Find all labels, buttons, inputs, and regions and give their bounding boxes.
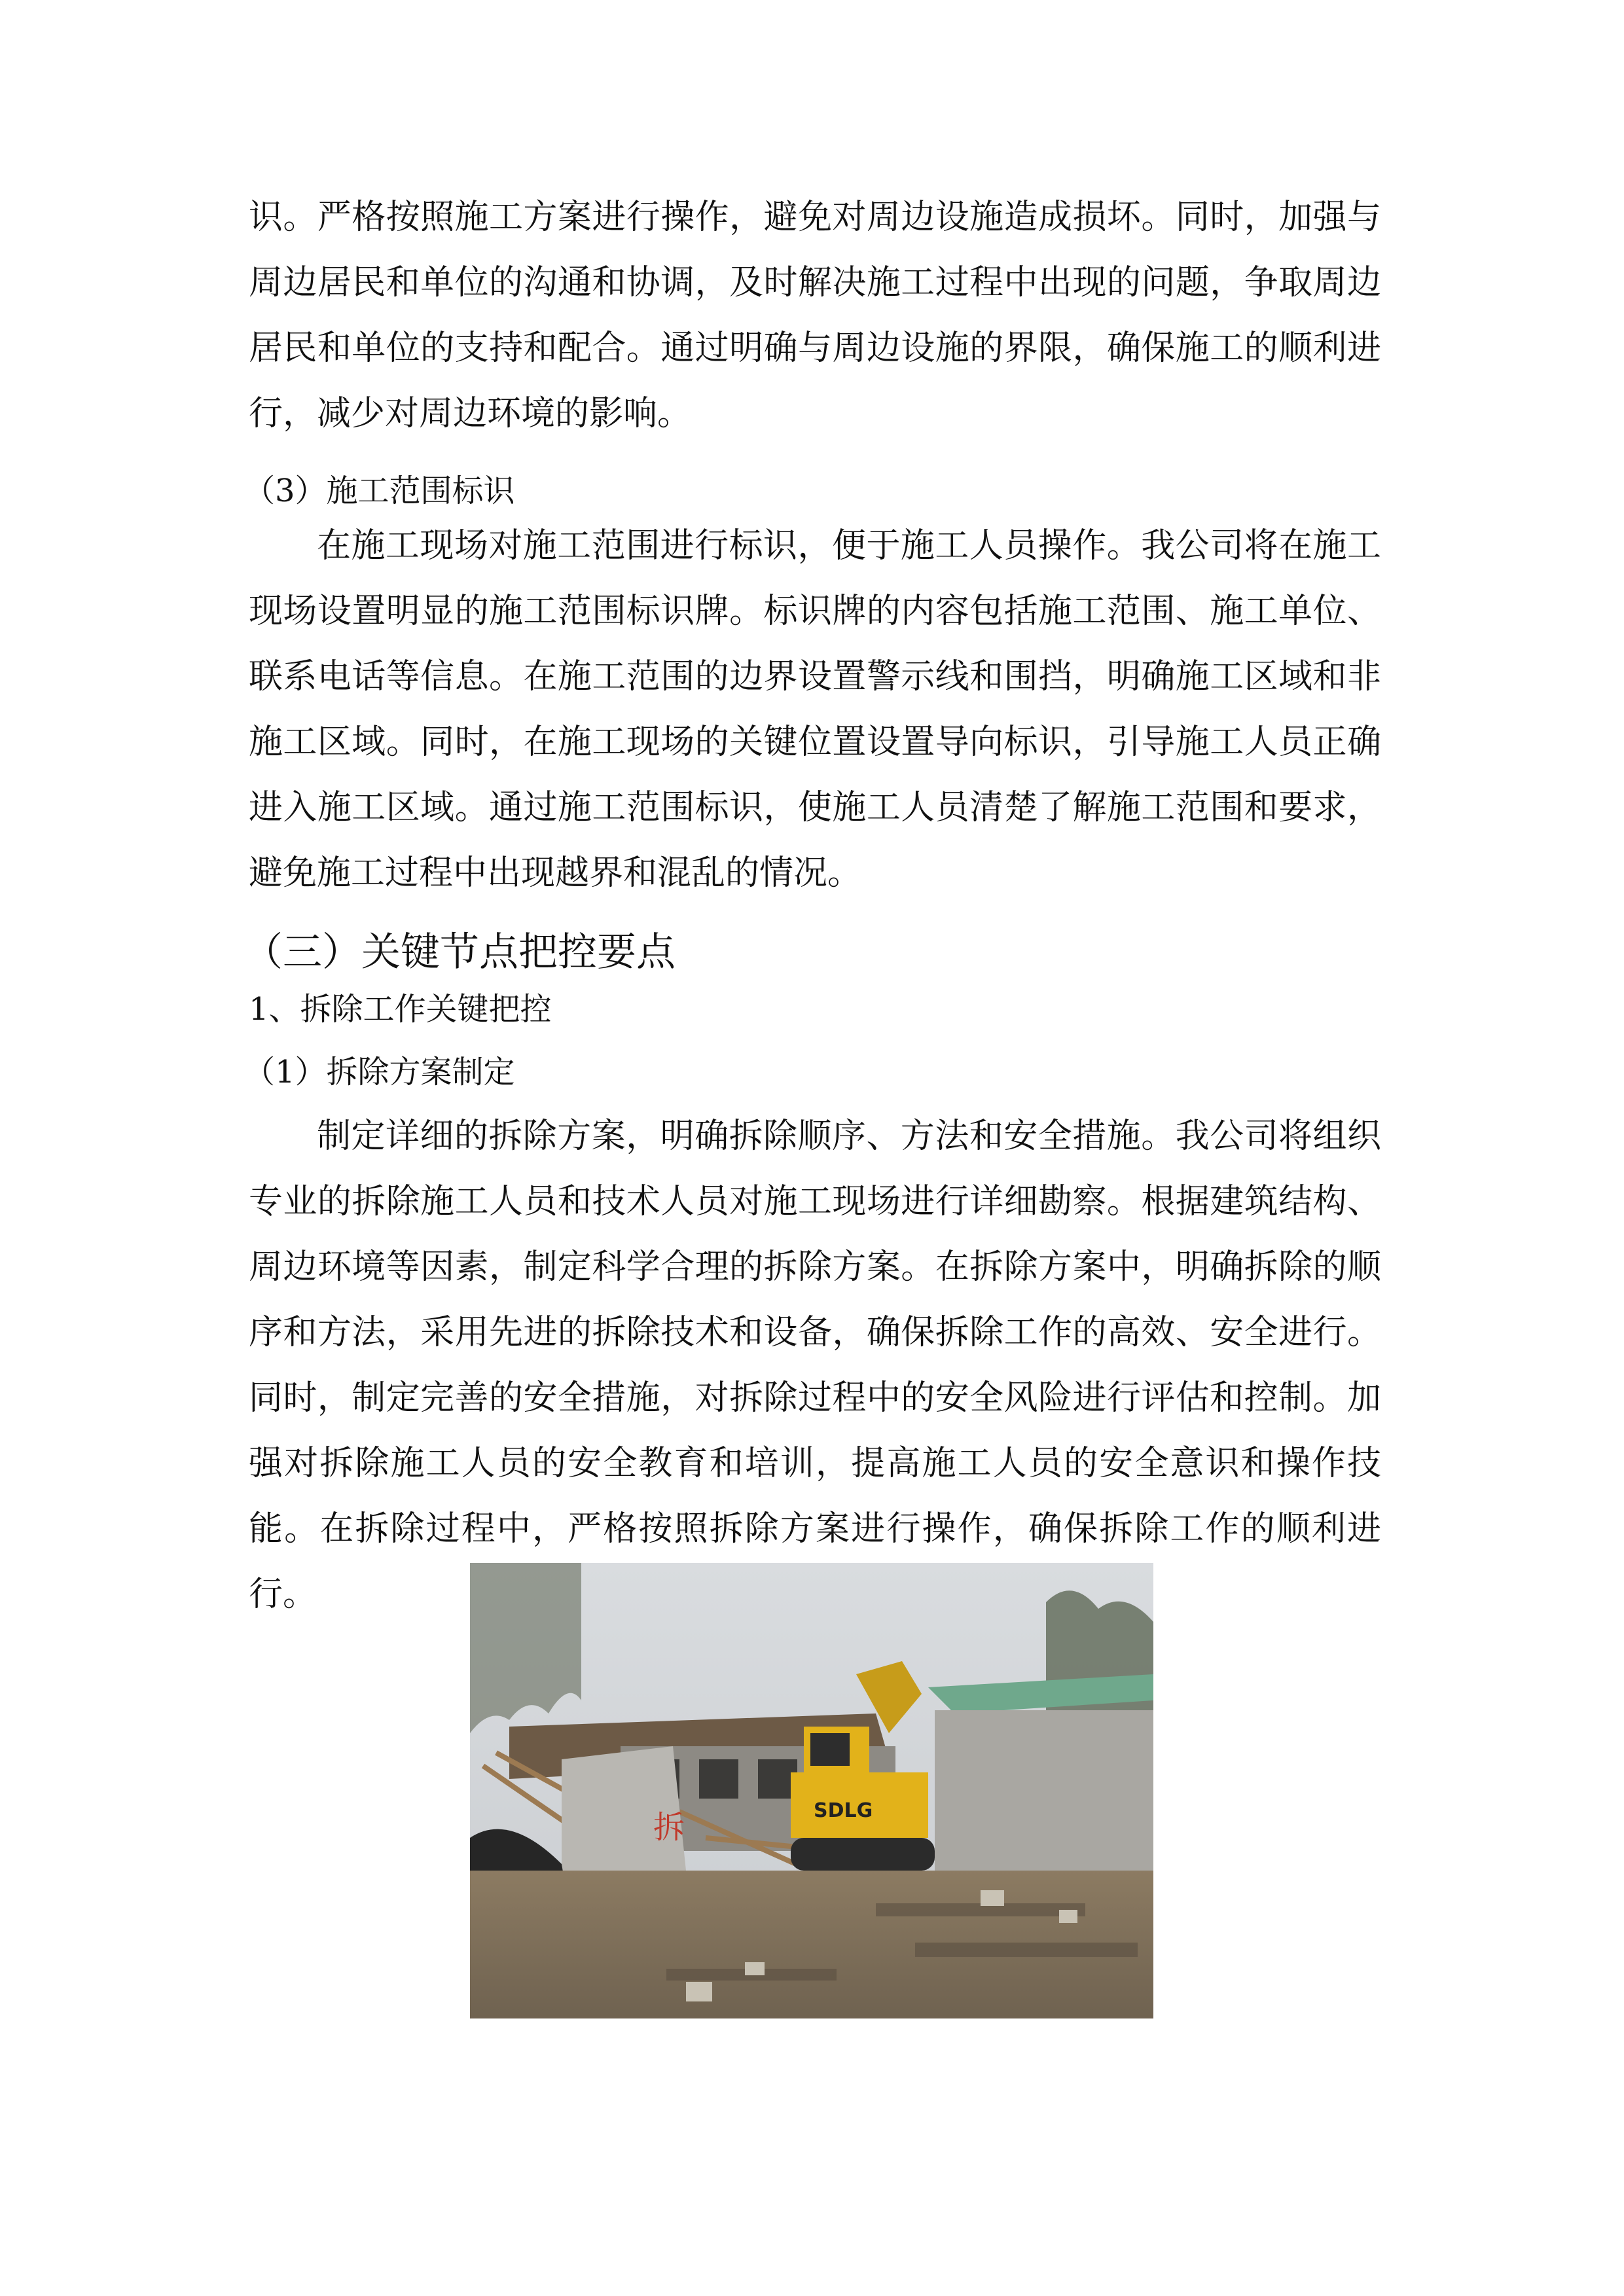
demolition-photo-illustration <box>470 1563 1153 2018</box>
item-1-1-body: 制定详细的拆除方案，明确拆除顺序、方法和安全措施。我公司将组织专业的拆除施工人员和技术人员对施工现场进行详细勘察。根据建筑结构、周边环境等因素，制定科学合理的拆除方案。在拆除方案中，明确拆除的顺序和方法，采用先进的拆除技术和设备，确保拆除工作的高效、安全进行。同时，制定完善的安全措施，对拆除过程中的安全风险进行评估和控制。加强对拆除施工人员的安全教育和培训，提高施工人员的安全意识和操作技能。在拆除过程中，严格按照拆除方案进行操作，确保拆除工作的顺利进行。 <box>249 1117 1381 1614</box>
paragraph-continued: 识。严格按照施工方案进行操作，避免对周边设施造成损坏。同时，加强与周边居民和单位的沟通和协调，及时解决施工过程中出现的问题，争取周边居民和单位的支持和配合。通过明确与周边设施的界限，确保施工的顺利进行，减少对周边环境的影响。 <box>249 198 1381 433</box>
window-2 <box>699 1759 738 1799</box>
wall-mark: 拆 <box>653 1809 685 1846</box>
section-3-body: 在施工现场对施工范围进行标识，便于施工人员操作。我公司将在施工现场设置明显的施工范围标识牌。标识牌的内容包括施工范围、施工单位、联系电话等信息。在施工范围的边界设置警示线和围挡，明确施工区域和非施工区域。同时，在施工现场的关键位置设置导向标识，引导施工人员正确进入施工区域。通过施工范围标识，使施工人员清楚了解施工范围和要求，避免施工过程中出现越界和混乱的情况。 <box>249 526 1381 893</box>
section-3-heading: （3）施工范围标识 <box>244 473 515 509</box>
item-1-heading: 1、拆除工作关键把控 <box>249 991 552 1028</box>
right-building-wall <box>935 1710 1153 1874</box>
chapter-heading: （三）关键节点把控要点 <box>244 929 676 975</box>
demolition-site-photo <box>470 1563 1153 2018</box>
excavator-brand: SDLG <box>814 1799 873 1822</box>
item-1-1-heading: （1）拆除方案制定 <box>244 1054 515 1090</box>
